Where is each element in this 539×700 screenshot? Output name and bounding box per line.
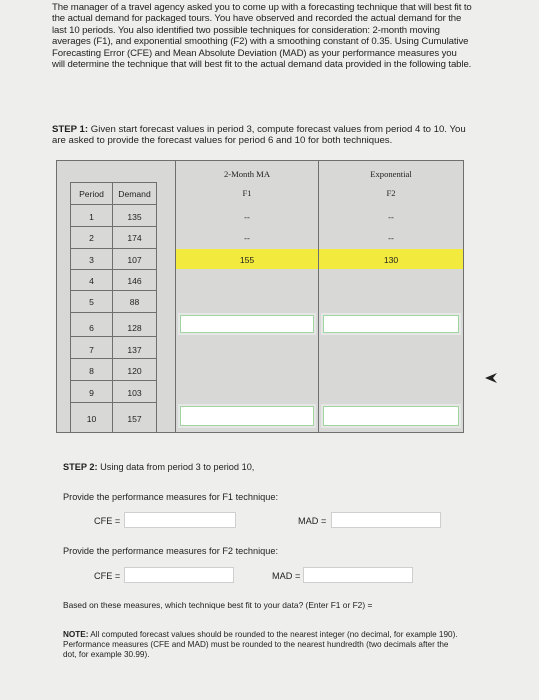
- f1-prompt: Provide the performance measures for F1 technique:: [63, 492, 278, 502]
- period-cell: 4: [89, 276, 94, 286]
- f2-mad-label: MAD =: [272, 571, 301, 581]
- step1-text: Given start forecast values in period 3, compute forecast values from period 4 to 10. You are asked to provide the forecast values for period 6 and 10 for both techniques.: [52, 124, 466, 147]
- f1-start-value: 155: [239, 255, 255, 265]
- period-cell: 3: [89, 255, 94, 265]
- note-label: NOTE:: [63, 630, 89, 639]
- demand-cell: 137: [127, 345, 142, 355]
- period-cell: 9: [89, 388, 94, 398]
- f2-prompt: Provide the performance measures for F2 technique:: [63, 546, 278, 556]
- best-fit-prompt: Based on these measures, which technique best fit to your data? (Enter F1 or F2) =: [63, 600, 373, 610]
- f2-cfe-input[interactable]: [124, 567, 234, 583]
- f2-header: F2: [386, 188, 396, 198]
- f2-period10-input[interactable]: [323, 406, 459, 426]
- demand-header: Demand: [118, 189, 151, 199]
- f2-cfe-label: CFE =: [94, 571, 121, 581]
- note-text: All computed forecast values should be rounded to the nearest integer (no decimal, for example 190). Performance measures (CFE and MAD) must be rounded to the nearest hundredth (two decimals after the dot, for example 30.99).: [63, 630, 458, 659]
- demand-cell: 128: [127, 323, 142, 333]
- step1-instructions: [52, 124, 472, 147]
- period-cell: 2: [89, 233, 94, 243]
- f1-cfe-input[interactable]: [124, 512, 236, 528]
- period-cell: 8: [89, 366, 94, 376]
- f2-cell: --: [388, 212, 394, 222]
- forecast-table: [56, 160, 464, 433]
- note: [63, 630, 458, 660]
- f1-mad-input[interactable]: [331, 512, 441, 528]
- f2-start-value: 130: [383, 255, 399, 265]
- f1-header: F1: [242, 188, 252, 198]
- period-cell: 5: [89, 297, 94, 307]
- f1-period10-input[interactable]: [180, 406, 314, 426]
- demand-cell: 107: [127, 255, 142, 265]
- f2-period6-input[interactable]: [323, 315, 459, 333]
- demand-cell: 103: [127, 388, 142, 398]
- f1-cell: --: [244, 233, 250, 243]
- period-cell: 6: [89, 323, 94, 333]
- step2-title: [63, 462, 254, 473]
- demand-cell: 135: [127, 212, 142, 222]
- demand-cell: 146: [127, 276, 142, 286]
- f1-period6-input[interactable]: [180, 315, 314, 333]
- period-cell: 1: [89, 212, 94, 222]
- step2-text: Using data from period 3 to period 10,: [97, 462, 255, 472]
- f1-header-title: 2-Month MA: [223, 169, 271, 179]
- period-cell: 7: [89, 345, 94, 355]
- period-cell: 10: [86, 414, 97, 424]
- demand-cell: 88: [129, 297, 140, 307]
- period-header: Period: [79, 189, 104, 199]
- f1-mad-label: MAD =: [298, 516, 327, 526]
- mouse-cursor-icon: [484, 372, 498, 384]
- step2-label: STEP 2:: [63, 462, 98, 472]
- f2-cell: --: [388, 233, 394, 243]
- f1-cfe-label: CFE =: [94, 516, 121, 526]
- f2-header-title: Exponential: [370, 169, 412, 179]
- f2-mad-input[interactable]: [303, 567, 413, 583]
- demand-cell: 174: [127, 233, 142, 243]
- demand-cell: 120: [127, 366, 142, 376]
- problem-intro: The manager of a travel agency asked you to come up with a forecasting technique that will best fit to the actual demand for packaged tours. You have observed and recorded the actual demand for the last 10 periods. You also identified two possible techniques for consideration: 2-month moving averages (F1), and exponential smoothing (F2) with a smoothing constant of 0.35. Using Cumulative Forecasting Error (CFE) and Mean Absolute Deviation (MAD) as your performance measures you will determine the technique that will best fit to the actual demand data provided in the following table.: [52, 2, 472, 71]
- demand-cell: 157: [127, 414, 142, 424]
- f1-cell: --: [244, 212, 250, 222]
- step1-label: STEP 1:: [52, 124, 89, 135]
